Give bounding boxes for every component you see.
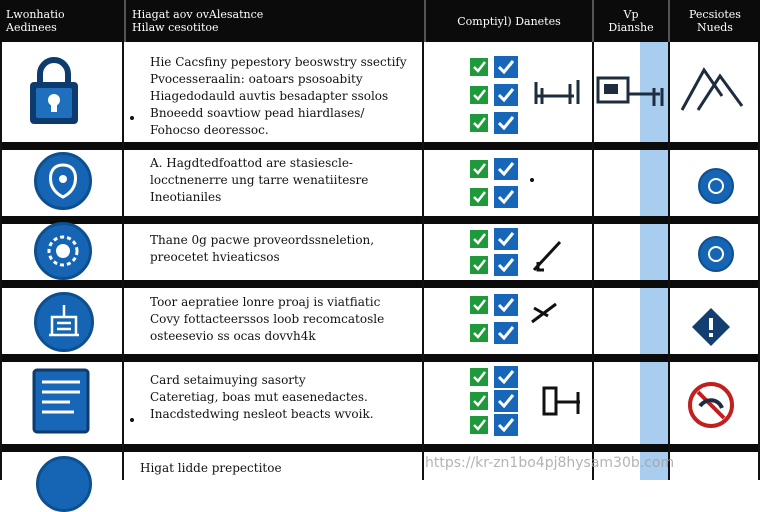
- compliance-checks: [470, 56, 530, 134]
- header-compliance-label: Comptiyl) Danetes: [457, 14, 561, 28]
- warning-diamond-icon: [690, 306, 732, 348]
- compliance-checks: [470, 228, 530, 278]
- description-line: Thane 0g pacwe proveordssneletion,: [150, 233, 375, 247]
- row-divider: [0, 216, 760, 224]
- gauge-icon: [538, 384, 588, 420]
- header-priority-line2: Nueds: [697, 21, 733, 34]
- description-line: A. Hagdtedfoattod are stasiescle-: [150, 156, 353, 170]
- document-icon: [36, 456, 92, 512]
- header-assets-line2: Aedinees: [6, 21, 57, 34]
- grid-line: [668, 42, 670, 480]
- header-description-line2: Hilaw cesotitoe: [132, 21, 219, 34]
- blue-check-icon: [494, 186, 518, 208]
- header-diagram: [594, 0, 668, 42]
- blue-check-icon: [494, 322, 518, 344]
- description-line: locctnenerre ung tarre wenatiitesre: [150, 173, 369, 187]
- row-description: [140, 460, 282, 477]
- description-line: preocetet hvieaticsos: [150, 250, 280, 264]
- blue-check-icon: [494, 158, 518, 180]
- blue-check-icon: [494, 112, 518, 134]
- green-check-icon: [470, 256, 488, 274]
- description-line: Hie Cacsfiny pepestory beoswstry ssectify: [150, 55, 407, 69]
- description-line: Pvocesseraalin: oatoars psosoabity: [150, 72, 363, 86]
- header-assets: [0, 0, 120, 42]
- pen-icon: [530, 238, 570, 274]
- description-line: osteesevio ss ocas dovvh4k: [150, 329, 316, 343]
- grid-line: [422, 42, 424, 480]
- blue-check-icon: [494, 414, 518, 436]
- grid-line: [0, 42, 2, 480]
- row-divider: [0, 280, 760, 288]
- building-icon: [34, 292, 94, 352]
- green-check-icon: [470, 188, 488, 206]
- blue-check-icon: [494, 84, 518, 106]
- row-divider: [0, 444, 760, 452]
- description-line: Covy fottacteerssos loob recomcatosle: [150, 312, 385, 326]
- blue-check-icon: [494, 56, 518, 78]
- row-description: [150, 54, 407, 139]
- green-check-icon: [470, 86, 488, 104]
- description-line: Toor aepratiee lonre proaj is viatfiatic: [150, 295, 381, 309]
- green-check-icon: [470, 324, 488, 342]
- prohibited-icon: [686, 380, 736, 430]
- row-description: [150, 372, 374, 423]
- compliance-checks: [470, 366, 530, 438]
- description-line: Inacdstedwing nesleot beacts wvoik.: [150, 407, 374, 421]
- header-description: [126, 0, 422, 42]
- compliance-checks: [470, 158, 540, 210]
- description-line: Ineotianiles: [150, 190, 222, 204]
- padlock-icon: [26, 54, 82, 128]
- table-header: [0, 0, 760, 42]
- description-line: Higat lidde prepectitoe: [140, 461, 282, 475]
- header-description-line1: Hiagat aov ovAlesatnce: [132, 8, 264, 21]
- green-check-icon: [470, 296, 488, 314]
- green-check-icon: [470, 160, 488, 178]
- row-description: [150, 232, 374, 266]
- green-check-icon: [470, 416, 488, 434]
- row-description: [150, 155, 368, 206]
- document-icon: [30, 366, 92, 436]
- pen-icon: [528, 298, 568, 328]
- header-priority: [670, 0, 760, 42]
- row-divider: [0, 354, 760, 362]
- description-line: Cateretiag, boas mut easenedactes.: [150, 390, 368, 404]
- header-diagram-line2: Dianshe: [608, 21, 654, 34]
- row-description: [150, 294, 384, 345]
- green-check-icon: [470, 114, 488, 132]
- description-line: Hiagedodauld auvtis besadapter ssolos: [150, 89, 389, 103]
- shield-head-icon: [34, 152, 92, 210]
- green-check-icon: [470, 392, 488, 410]
- header-diagram-line1: Vp: [623, 8, 639, 21]
- header-assets-line1: Lwonhatio: [6, 8, 65, 21]
- blue-check-icon: [494, 228, 518, 250]
- blue-check-icon: [494, 366, 518, 388]
- blue-check-icon: [494, 294, 518, 316]
- blue-check-icon: [494, 390, 518, 412]
- circle-badge-icon: [698, 168, 734, 204]
- watermark-url: https://kr-zn1bo4pj8hysam30b.com: [425, 455, 675, 471]
- blue-check-icon: [494, 254, 518, 276]
- circle-badge-icon: [698, 236, 734, 272]
- grid-line: [122, 42, 124, 480]
- bullet-point: [130, 418, 134, 422]
- bullet-point: [130, 116, 134, 120]
- compliance-checks: [470, 294, 530, 350]
- gear-icon: [34, 222, 92, 280]
- header-compliance: [426, 0, 592, 42]
- green-check-icon: [470, 230, 488, 248]
- row-divider: [0, 142, 760, 150]
- description-line: Card setaimuying sasorty: [150, 373, 306, 387]
- header-priority-line1: Pecsiotes: [689, 8, 741, 21]
- green-check-icon: [470, 58, 488, 76]
- description-line: Bnoeedd soavtiow pead hiardlases/: [150, 106, 365, 120]
- green-check-icon: [470, 368, 488, 386]
- chevrons-icon: [680, 66, 746, 114]
- description-line: Fohocso deoressoc.: [150, 123, 269, 137]
- bar-chart-icon: [534, 74, 664, 110]
